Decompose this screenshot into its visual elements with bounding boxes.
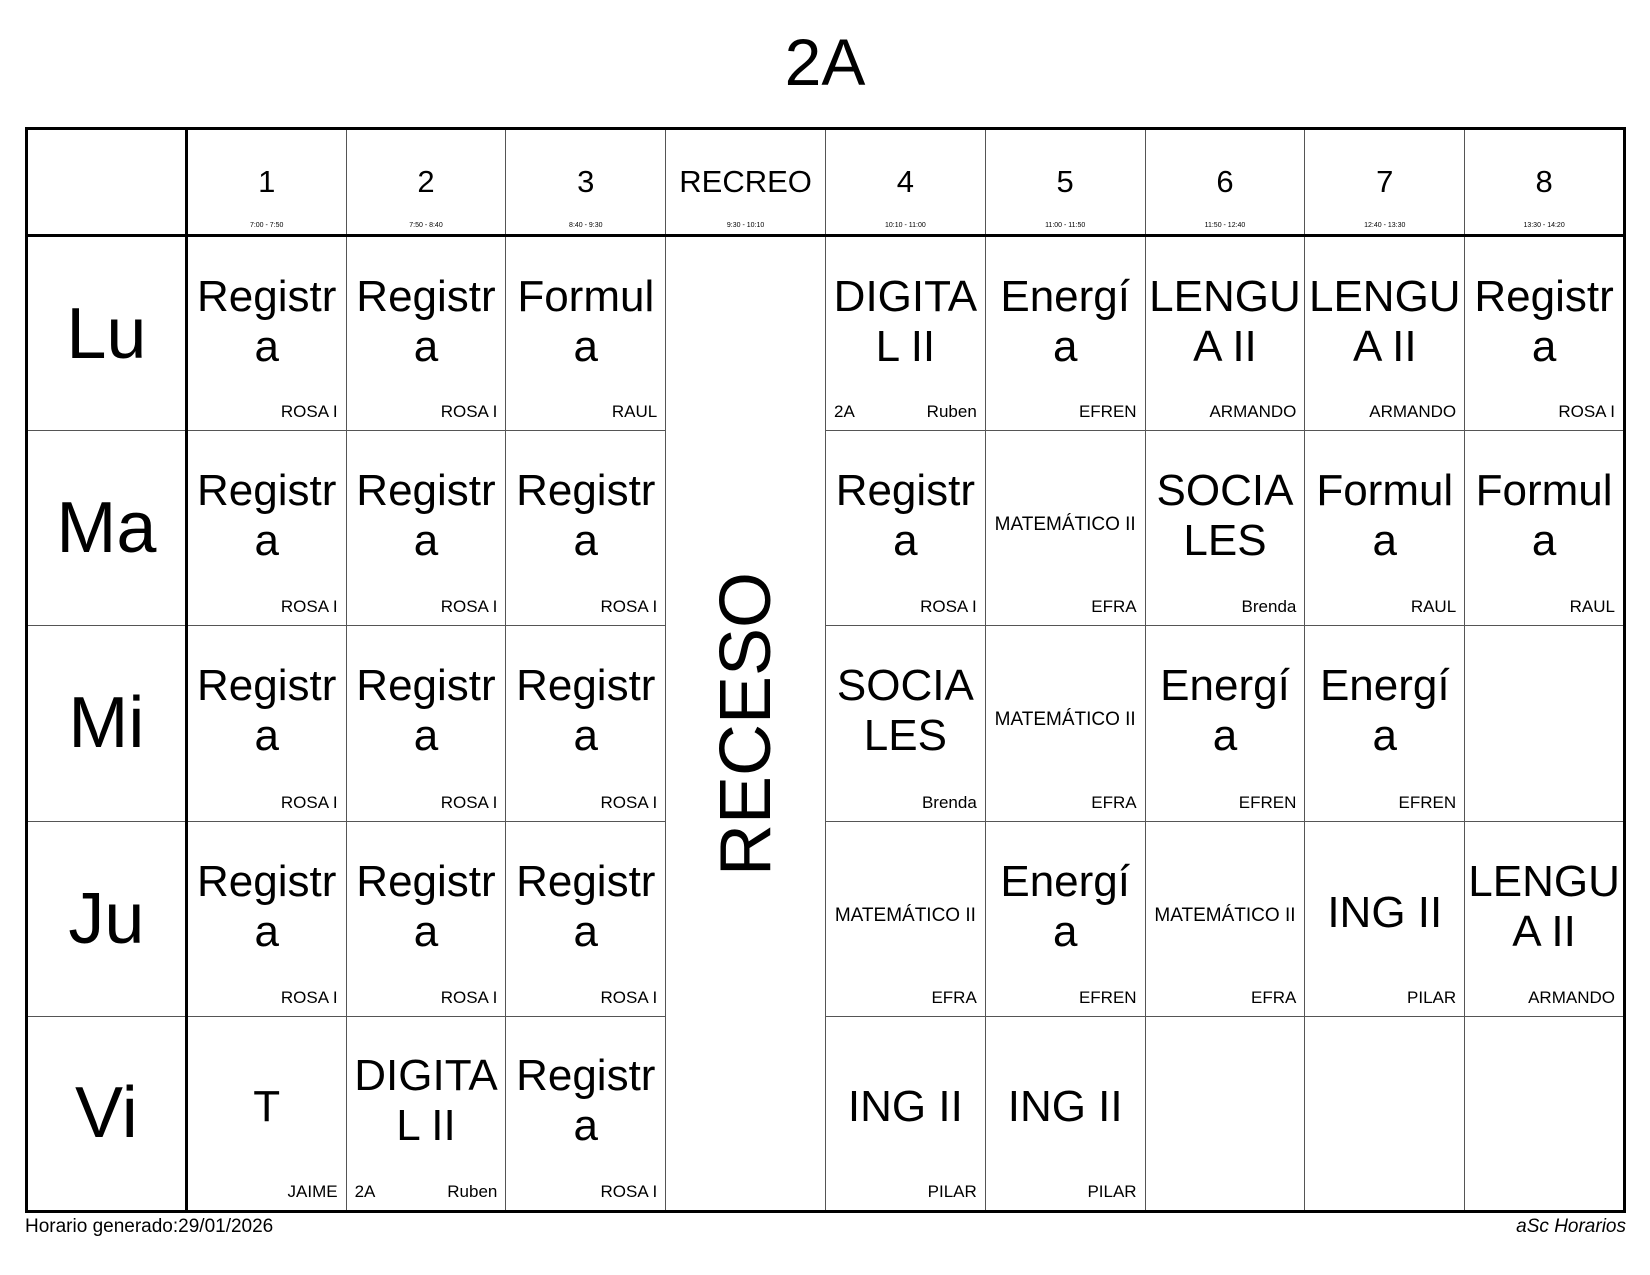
- lesson-subject: DIGITAL II: [354, 1051, 498, 1151]
- lesson-cell: [1465, 821, 1625, 1016]
- lesson-teacher: ROSA I: [280, 987, 338, 1007]
- lesson-subject: Formula: [1475, 466, 1613, 566]
- period-time: 7:50 - 8:40: [409, 222, 443, 229]
- lesson-cell: [506, 236, 666, 431]
- period-time: 11:00 - 11:50: [1045, 222, 1086, 229]
- lesson-subject: MATEMÁTICO II: [834, 904, 976, 926]
- lesson-teacher: ROSA I: [440, 597, 498, 617]
- lesson-cell: [1145, 236, 1305, 431]
- day-row: [27, 1016, 1625, 1211]
- lesson-teacher: PILAR: [1407, 987, 1457, 1007]
- period-header: [1305, 129, 1465, 236]
- lesson-teacher: Ruben: [447, 1182, 498, 1201]
- lesson-cell: [186, 1016, 346, 1211]
- lesson-cell: [1305, 626, 1465, 821]
- lesson-subject: Registra: [197, 466, 337, 566]
- period-header: [985, 129, 1145, 236]
- lesson-teacher: PILAR: [927, 1182, 977, 1201]
- lesson-subject: Registra: [197, 661, 337, 761]
- lesson-subject: ING II: [847, 1082, 963, 1132]
- day-label: Ju: [27, 821, 187, 1016]
- lesson-cell: [1305, 821, 1465, 1016]
- period-number: 1: [258, 164, 276, 199]
- lesson-teacher: Brenda: [921, 792, 977, 812]
- lesson-cell: [346, 1016, 506, 1211]
- timetable-title: 2A: [784, 25, 866, 99]
- lesson-cell: [825, 236, 985, 431]
- lesson-cell: [985, 626, 1145, 821]
- period-time: 11:50 - 12:40: [1204, 222, 1246, 229]
- lesson-teacher: ARMANDO: [1528, 987, 1615, 1007]
- period-number: 4: [896, 164, 914, 199]
- lesson-teacher: ROSA I: [280, 792, 338, 812]
- day-row: [27, 431, 1625, 626]
- period-number: 8: [1535, 164, 1553, 199]
- lesson-cell: [985, 821, 1145, 1016]
- lesson-cell: [1465, 431, 1625, 626]
- period-header: [825, 129, 985, 236]
- lesson-subject: T: [253, 1082, 281, 1132]
- lesson-subject: Registra: [516, 661, 656, 761]
- lesson-cell: [1465, 236, 1625, 431]
- lesson-teacher: PILAR: [1087, 1182, 1137, 1201]
- day-label: Lu: [27, 236, 187, 431]
- lesson-subject: ING II: [1327, 887, 1443, 937]
- period-number: 3: [577, 164, 595, 199]
- period-time: 7:00 - 7:50: [249, 222, 284, 229]
- period-header: [506, 129, 666, 236]
- lesson-subject: LENGUA II: [1468, 856, 1620, 956]
- lesson-teacher: RAUL: [1569, 597, 1615, 617]
- lesson-subject: Energía: [1000, 271, 1130, 371]
- lesson-teacher: EFRA: [1091, 792, 1137, 812]
- lesson-teacher: ROSA I: [600, 597, 658, 617]
- period-number: 6: [1216, 164, 1234, 199]
- lesson-subject: ING II: [1007, 1082, 1123, 1132]
- lesson-subject: Registra: [356, 466, 496, 566]
- lesson-teacher: EFREN: [1398, 792, 1457, 812]
- lesson-cell: [1145, 431, 1305, 626]
- lesson-cell: [506, 626, 666, 821]
- lesson-cell: [186, 821, 346, 1016]
- period-number: 5: [1056, 164, 1074, 199]
- day-label: Mi: [27, 626, 187, 821]
- lesson-subject: LENGUA II: [1308, 271, 1461, 371]
- lesson-subject: Registra: [1474, 271, 1614, 371]
- lesson-cell: [346, 431, 506, 626]
- lesson-cell: [985, 236, 1145, 431]
- lesson-teacher: EFREN: [1238, 792, 1297, 812]
- lesson-subject: Energía: [1000, 856, 1130, 956]
- generated-date: Horario generado:29/01/2026: [25, 1216, 274, 1237]
- lesson-group: 2A: [833, 402, 855, 422]
- lesson-teacher: ROSA I: [600, 792, 658, 812]
- lesson-teacher: RAUL: [1410, 597, 1457, 617]
- lesson-subject: SOCIALES: [1156, 466, 1294, 566]
- period-header: [1145, 129, 1305, 236]
- brand-label: aSc Horarios: [1516, 1216, 1626, 1237]
- lesson-subject: Registra: [516, 466, 656, 566]
- lesson-subject: Registra: [356, 271, 496, 371]
- lesson-subject: MATEMÁTICO II: [994, 709, 1136, 731]
- day-label: Ma: [27, 431, 187, 626]
- day-row: [27, 626, 1625, 821]
- lesson-cell: [1145, 1016, 1305, 1211]
- lesson-cell: [1305, 431, 1465, 626]
- lesson-subject: Energía: [1160, 661, 1290, 761]
- lesson-cell: [825, 626, 985, 821]
- period-header: [186, 129, 346, 236]
- lesson-cell: [506, 1016, 666, 1211]
- lesson-subject: MATEMÁTICO II: [1154, 904, 1296, 926]
- lesson-teacher: ROSA I: [280, 402, 338, 422]
- lesson-teacher: JAIME: [287, 1182, 338, 1201]
- lesson-subject: Registra: [835, 466, 976, 566]
- lesson-teacher: EFREN: [1078, 987, 1137, 1007]
- period-time: 13:30 - 14:20: [1523, 222, 1565, 229]
- lesson-subject: Formula: [1316, 466, 1454, 566]
- lesson-subject: Registra: [197, 856, 337, 956]
- day-row: [27, 236, 1625, 431]
- lesson-cell: [346, 236, 506, 431]
- lesson-cell: [1145, 626, 1305, 821]
- lesson-subject: Formula: [517, 271, 655, 371]
- period-time: 9:30 - 10:10: [726, 222, 765, 229]
- lesson-subject: SOCIALES: [836, 661, 974, 761]
- day-label: Vi: [27, 1016, 187, 1211]
- timetable-grid: [25, 127, 1626, 1213]
- period-time: 8:40 - 9:30: [569, 222, 603, 229]
- lesson-teacher: EFRA: [931, 987, 977, 1007]
- lesson-teacher: RAUL: [611, 402, 658, 422]
- corner-cell: [27, 129, 187, 236]
- header-row: [27, 129, 1625, 236]
- period-number: 2: [417, 164, 435, 199]
- lesson-subject: Registra: [516, 856, 656, 956]
- lesson-cell: [1305, 236, 1465, 431]
- lesson-cell: [985, 431, 1145, 626]
- lesson-subject: Energía: [1319, 661, 1450, 761]
- lesson-subject: Registra: [356, 661, 496, 761]
- lesson-teacher: ROSA I: [920, 597, 977, 617]
- lesson-subject: Registra: [197, 271, 337, 371]
- lesson-cell: [346, 821, 506, 1016]
- lesson-cell: [1305, 1016, 1465, 1211]
- lesson-cell: [1465, 626, 1625, 821]
- lesson-cell: [506, 431, 666, 626]
- lesson-subject: MATEMÁTICO II: [994, 514, 1136, 536]
- lesson-cell: [985, 1016, 1145, 1211]
- lesson-group: 2A: [354, 1182, 376, 1201]
- period-number: RECREO: [679, 164, 812, 199]
- lesson-teacher: ROSA I: [440, 402, 498, 422]
- period-number: 7: [1376, 164, 1394, 199]
- lesson-subject: Registra: [356, 856, 496, 956]
- lesson-teacher: ROSA I: [440, 987, 498, 1007]
- break-cell: [666, 236, 826, 1212]
- lesson-teacher: ROSA I: [1558, 402, 1615, 422]
- lesson-teacher: Brenda: [1241, 597, 1297, 617]
- lesson-cell: [825, 431, 985, 626]
- lesson-teacher: EFREN: [1078, 402, 1137, 422]
- lesson-cell: [825, 821, 985, 1016]
- period-time: 12:40 - 13:30: [1364, 222, 1406, 229]
- break-label: RECESO: [705, 571, 786, 876]
- lesson-teacher: EFRA: [1251, 987, 1297, 1007]
- lesson-teacher: ROSA I: [280, 597, 338, 617]
- lesson-cell: [1465, 1016, 1625, 1211]
- lesson-cell: [186, 431, 346, 626]
- lesson-cell: [1145, 821, 1305, 1016]
- lesson-teacher: Ruben: [926, 402, 977, 422]
- period-header: [666, 129, 826, 236]
- lesson-teacher: ARMANDO: [1369, 402, 1457, 422]
- lesson-subject: DIGITAL II: [833, 271, 978, 371]
- lesson-teacher: ROSA I: [440, 792, 498, 812]
- period-time: 10:10 - 11:00: [885, 222, 926, 229]
- lesson-cell: [506, 821, 666, 1016]
- lesson-cell: [825, 1016, 985, 1211]
- lesson-teacher: EFRA: [1091, 597, 1137, 617]
- lesson-subject: LENGUA II: [1149, 271, 1301, 371]
- lesson-subject: Registra: [516, 1051, 656, 1151]
- period-header: [1465, 129, 1625, 236]
- lesson-cell: [186, 236, 346, 431]
- lesson-cell: [346, 626, 506, 821]
- lesson-teacher: ARMANDO: [1209, 402, 1297, 422]
- lesson-teacher: ROSA I: [600, 987, 658, 1007]
- day-row: [27, 821, 1625, 1016]
- lesson-teacher: ROSA I: [600, 1182, 658, 1201]
- lesson-cell: [186, 626, 346, 821]
- period-header: [346, 129, 506, 236]
